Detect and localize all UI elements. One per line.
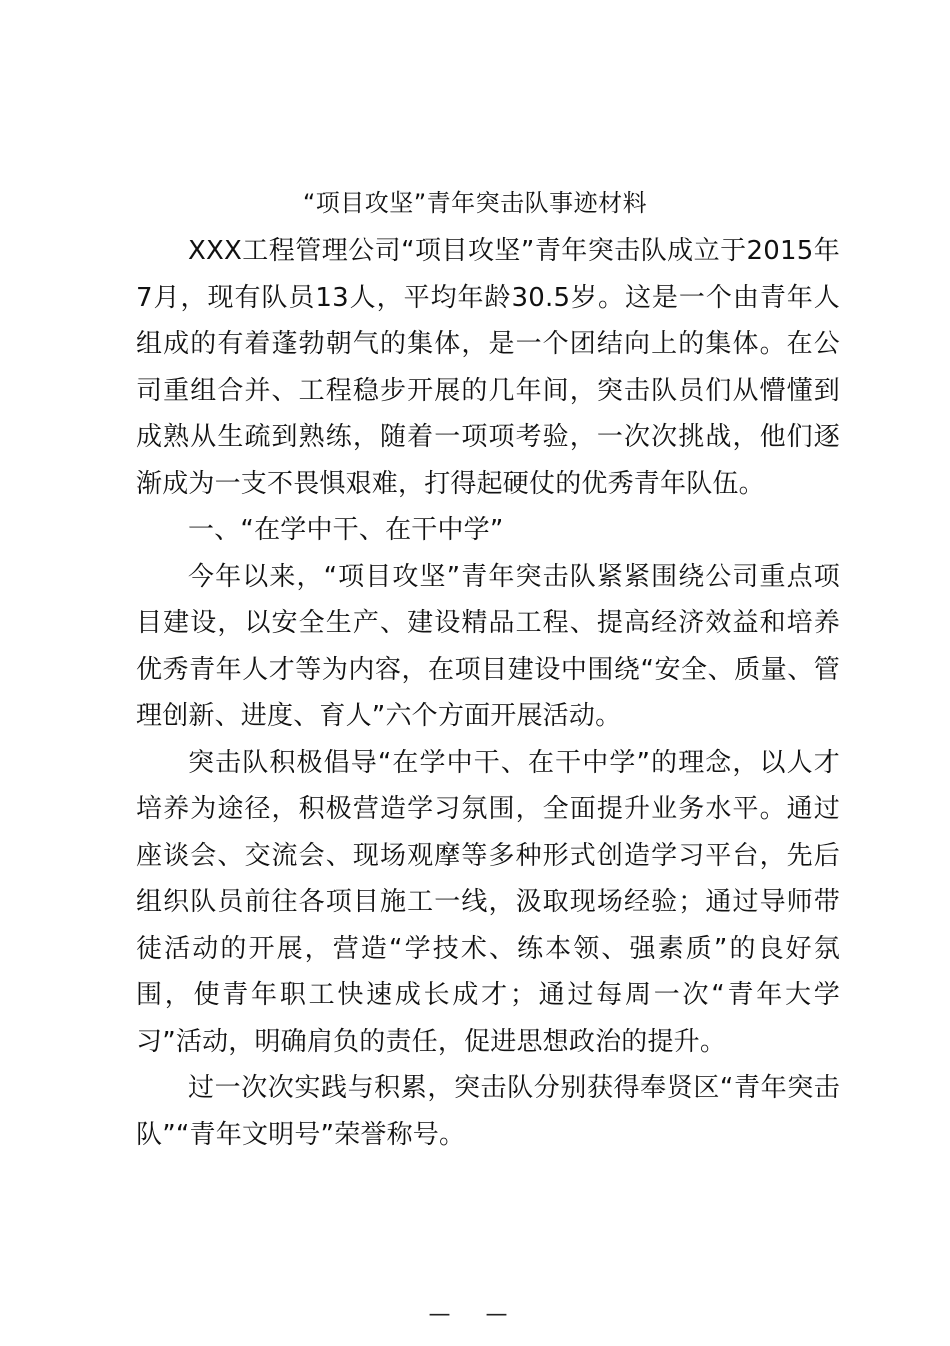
paragraph-honors: 过一次次实践与积累，突击队分别获得奉贤区“青年突击队”“青年文明号”荣誉称号。 xyxy=(136,1073,840,1150)
paragraph-learning: 突击队积极倡导“在学中干、在干中学”的理念，以人才培养为途径，积极营造学习氛围，全面提升业务水平。通过座谈会、交流会、现场观摩等多种形式创造学习平台，先后组织队员前往各项目施工一线，汲取现场经验；通过导师带徒活动的开展，营造“学技术、练本领、强素质”的良好氛围，使青年职工快速成长成才；通过每周一次“青年大学习”活动，明确肩负的责任，促进思想政治的提升。 xyxy=(136,747,840,1057)
document-title: “项目攻坚”青年突击队事迹材料 xyxy=(302,189,648,217)
document-body xyxy=(136,228,840,1158)
page-footer-mark: — — xyxy=(428,1302,522,1327)
paragraph-intro: XXX工程管理公司“项目攻坚”青年突击队成立于2015年7月，现有队员13人，平均年龄30.5岁。这是一个由青年人组成的有着蓬勃朝气的集体，是一个团结向上的集体。在公司重组合并、工程稳步开展的几年间，突击队员们从懵懂到成熟从生疏到熟练，随着一项项考验，一次次挑战，他们逐渐成为一支不畏惧艰难，打得起硬仗的优秀青年队伍。 xyxy=(136,236,840,499)
section-heading-1: 一、“在学中干、在干中学” xyxy=(188,515,504,545)
paragraph-activities: 今年以来，“项目攻坚”青年突击队紧紧围绕公司重点项目建设，以安全生产、建设精品工程、提高经济效益和培养优秀青年人才等为内容，在项目建设中围绕“安全、质量、管理创新、进度、育人”六个方面开展活动。 xyxy=(136,561,840,731)
